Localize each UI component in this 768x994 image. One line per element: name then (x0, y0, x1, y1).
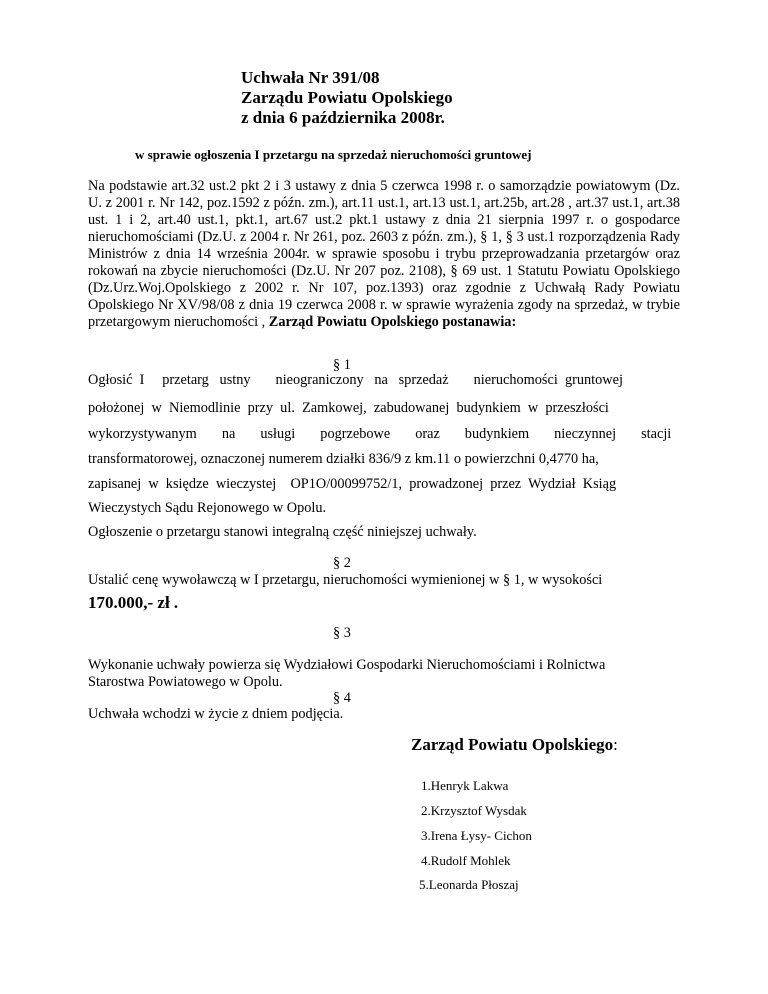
section-2-mark: § 2 (333, 555, 351, 571)
board-member: 3.Irena Łysy- Cichon (421, 828, 532, 843)
legal-basis-decision: Zarząd Powiatu Opolskiego postanawia: (268, 314, 517, 330)
section-1-line-5: zapisanej w księdze wieczystej OP1O/00099752/1, prowadzonej przez Wydział Ksiąg (88, 476, 617, 492)
section-1-line-3: wykorzystywanym na usługi pogrzebowe oraz budynkiem nieczynnej stacji (88, 426, 672, 442)
board-signature-title (411, 735, 618, 755)
resolution-date: z dnia 6 października 2008r. (241, 108, 445, 127)
resolution-authority: Zarządu Powiatu Opolskiego (241, 88, 453, 107)
section-1-line-1: Ogłosić I przetarg ustny nieograniczony na sprzedaż nieruchomości gruntowej (88, 372, 623, 388)
legal-basis-text: Na podstawie art.32 ust.2 pkt 2 i 3 ustawy z dnia 5 czerwca 1998 r. o samorządzie powiatowym (Dz. U. z 2001 r. Nr 142, poz.1592 z późn. zm.), art.11 ust.1, art.13 ust.1, art.25b, art.28 , art.37 ust.1, art.38 ust. 1 i 2, art.40 ust.1, pkt.1, art.67 ust.2 pkt.1 ustawy z dnia 21 sierpnia 1997 r. o gospodarce nieruchomościami (Dz.U. z 2004 r. Nr 261, poz. 2603 z późn. zm.), § 1, § 3 ust.1 rozporządzenia Rady Ministrów z dnia 14 września 2004r. w sprawie sposobu i trybu przeprowadzania przetargów oraz rokowań na zbycie nieruchomości (Dz.U. Nr 207 poz. 2108), § 69 ust. 1 Statutu Powiatu Opolskiego (Dz.Urz.Woj.Opolskiego z 2002 r. Nr 107, poz.1393) oraz zgodnie z Uchwałą Rady Powiatu Opolskiego Nr XV/98/08 z dnia 19 czerwca 2008 r. w sprawie wyrażenia zgody na sprzedaż, w trybie przetargowym nieruchomości , (88, 178, 680, 330)
board-member: 4.Rudolf Mohlek (421, 853, 511, 868)
section-2-text: Ustalić cenę wywoławczą w I przetargu, nieruchomości wymienionej w § 1, w wysokości (88, 572, 603, 588)
section-3-line-2: Starostwa Powiatowego w Opolu. (88, 674, 283, 690)
resolution-title (241, 68, 453, 128)
board-member: 1.Henryk Lakwa (421, 778, 509, 793)
board-member: 2.Krzysztof Wysdak (421, 803, 527, 818)
starting-price: 170.000,- zł . (88, 593, 179, 612)
section-3-mark: § 3 (333, 625, 351, 641)
section-1-line-4: transformatorowej, oznaczonej numerem działki 836/9 z km.11 o powierzchni 0,4770 ha, (88, 451, 599, 467)
attachment-note: Ogłoszenie o przetargu stanowi integralną część niniejszej uchwały. (88, 524, 477, 540)
resolution-number: Uchwała Nr 391/08 (241, 68, 380, 87)
section-1-line-2: położonej w Niemodlinie przy ul. Zamkowej, zabudowanej budynkiem w przeszłości (88, 400, 609, 416)
section-4-mark: § 4 (333, 690, 351, 706)
board-colon: : (613, 735, 618, 754)
legal-basis-paragraph (88, 178, 680, 331)
section-1-line-6: Wieczystych Sądu Rejonowego w Opolu. (88, 500, 327, 516)
resolution-subject: w sprawie ogłoszenia I przetargu na sprzedaż nieruchomości gruntowej (135, 147, 532, 162)
board-name: Zarząd Powiatu Opolskiego (411, 735, 614, 754)
section-4-text: Uchwała wchodzi w życie z dniem podjęcia. (88, 706, 344, 722)
section-1-mark: § 1 (333, 357, 351, 373)
section-3-line-1: Wykonanie uchwały powierza się Wydziałowi Gospodarki Nieruchomościami i Rolnictwa (88, 657, 606, 673)
board-member: 5.Leonarda Płoszaj (419, 877, 519, 892)
